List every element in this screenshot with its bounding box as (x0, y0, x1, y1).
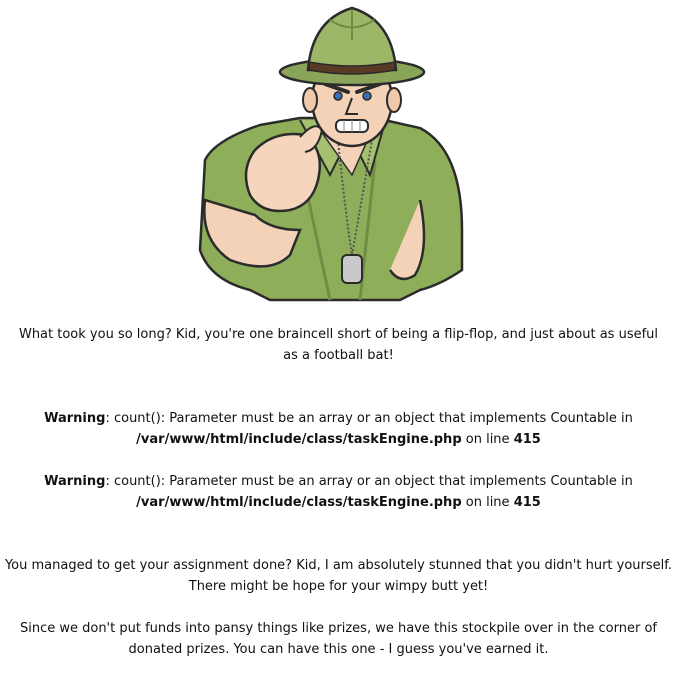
completion-message: You managed to get your assignment done? Kid, I am absolutely stunned that you didn't hurt yourself. There might be hope for your wimpy butt yet! (4, 558, 673, 594)
prize-message: Since we don't put funds into pansy things like prizes, we have this stockpile over in the corner of donated prizes. You can have this one - I guess you've earned it. (19, 621, 658, 657)
warning-line-prefix: on line (461, 432, 514, 447)
php-warning (14, 408, 663, 450)
php-warning (14, 471, 663, 513)
warning-line-number: 415 (513, 495, 541, 510)
warning-file-path: /var/www/html/include/class/taskEngine.php (136, 432, 462, 447)
warning-file-path: /var/www/html/include/class/taskEngine.php (136, 495, 462, 510)
drill-sergeant-illustration (0, 0, 677, 305)
warning-line-number: 415 (513, 432, 541, 447)
warning-line-prefix: on line (461, 495, 514, 510)
warning-message: : count(): Parameter must be an array or an object that implements Countable in (105, 474, 633, 489)
warning-message: : count(): Parameter must be an array or an object that implements Countable in (105, 411, 633, 426)
warning-label: Warning (44, 411, 106, 426)
intro-message: What took you so long? Kid, you're one braincell short of being a flip-flop, and just about as useful as a football bat! (18, 327, 659, 363)
warning-label: Warning (44, 474, 106, 489)
